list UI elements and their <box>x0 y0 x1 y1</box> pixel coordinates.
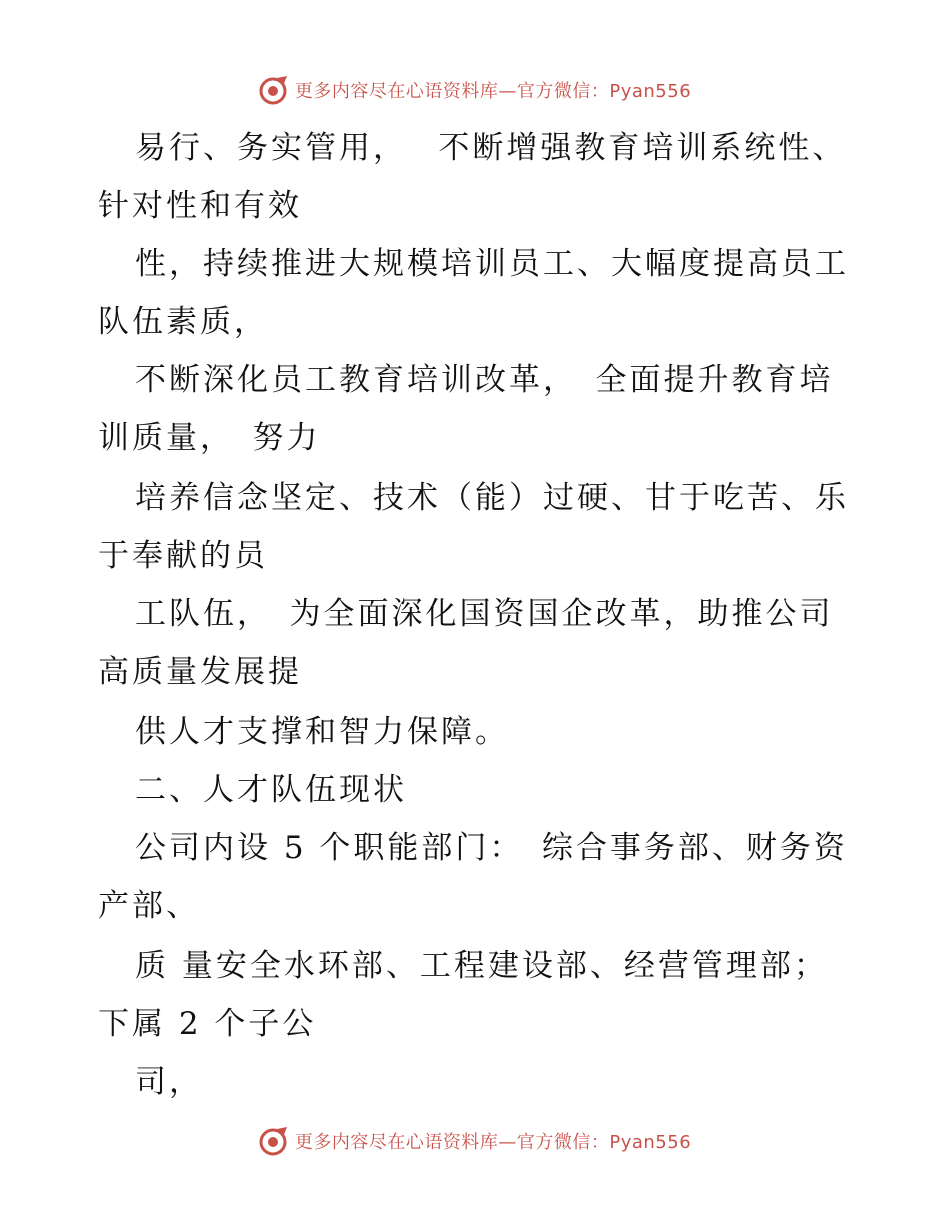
watermark-text: 更多内容尽在心语资料库—官方微信：Pyan556 <box>294 1132 692 1153</box>
body-line: 工队伍， 为全面深化国资国企改革，助推公司 <box>135 596 834 632</box>
body-line: 于奉献的员 <box>98 538 268 574</box>
footer-watermark <box>0 1121 950 1161</box>
body-line: 队伍素质， <box>98 304 268 340</box>
pen-circle-logo-icon <box>259 74 291 106</box>
body-line: 针对性和有效 <box>98 188 302 224</box>
body-line: 公司内设 5 个职能部门： 综合事务部、财务资 <box>135 830 848 866</box>
body-line: 司， <box>135 1064 203 1100</box>
body-line: 易行、务实管用， 不断增强教育培训系统性、 <box>135 130 847 166</box>
body-line: 质 量安全水环部、工程建设部、经营管理部； <box>135 948 828 984</box>
body-line: 训质量， 努力 <box>98 420 321 456</box>
body-line: 供人才支撑和智力保障。 <box>135 714 509 750</box>
body-line: 高质量发展提 <box>98 654 302 690</box>
body-line: 产部、 <box>98 888 200 924</box>
body-line: 不断深化员工教育培训改革， 全面提升教育培 <box>135 362 834 398</box>
pen-circle-logo-icon <box>259 1125 291 1157</box>
section-heading: 二、人才队伍现状 <box>135 772 407 808</box>
watermark-text: 更多内容尽在心语资料库—官方微信：Pyan556 <box>294 81 692 102</box>
body-line: 性，持续推进大规模培训员工、大幅度提高员工 <box>135 246 849 282</box>
header-watermark <box>0 70 950 110</box>
body-line: 下属 2 个子公 <box>98 1006 317 1042</box>
body-line: 培养信念坚定、技术（能）过硬、甘于吃苦、乐 <box>135 480 849 516</box>
